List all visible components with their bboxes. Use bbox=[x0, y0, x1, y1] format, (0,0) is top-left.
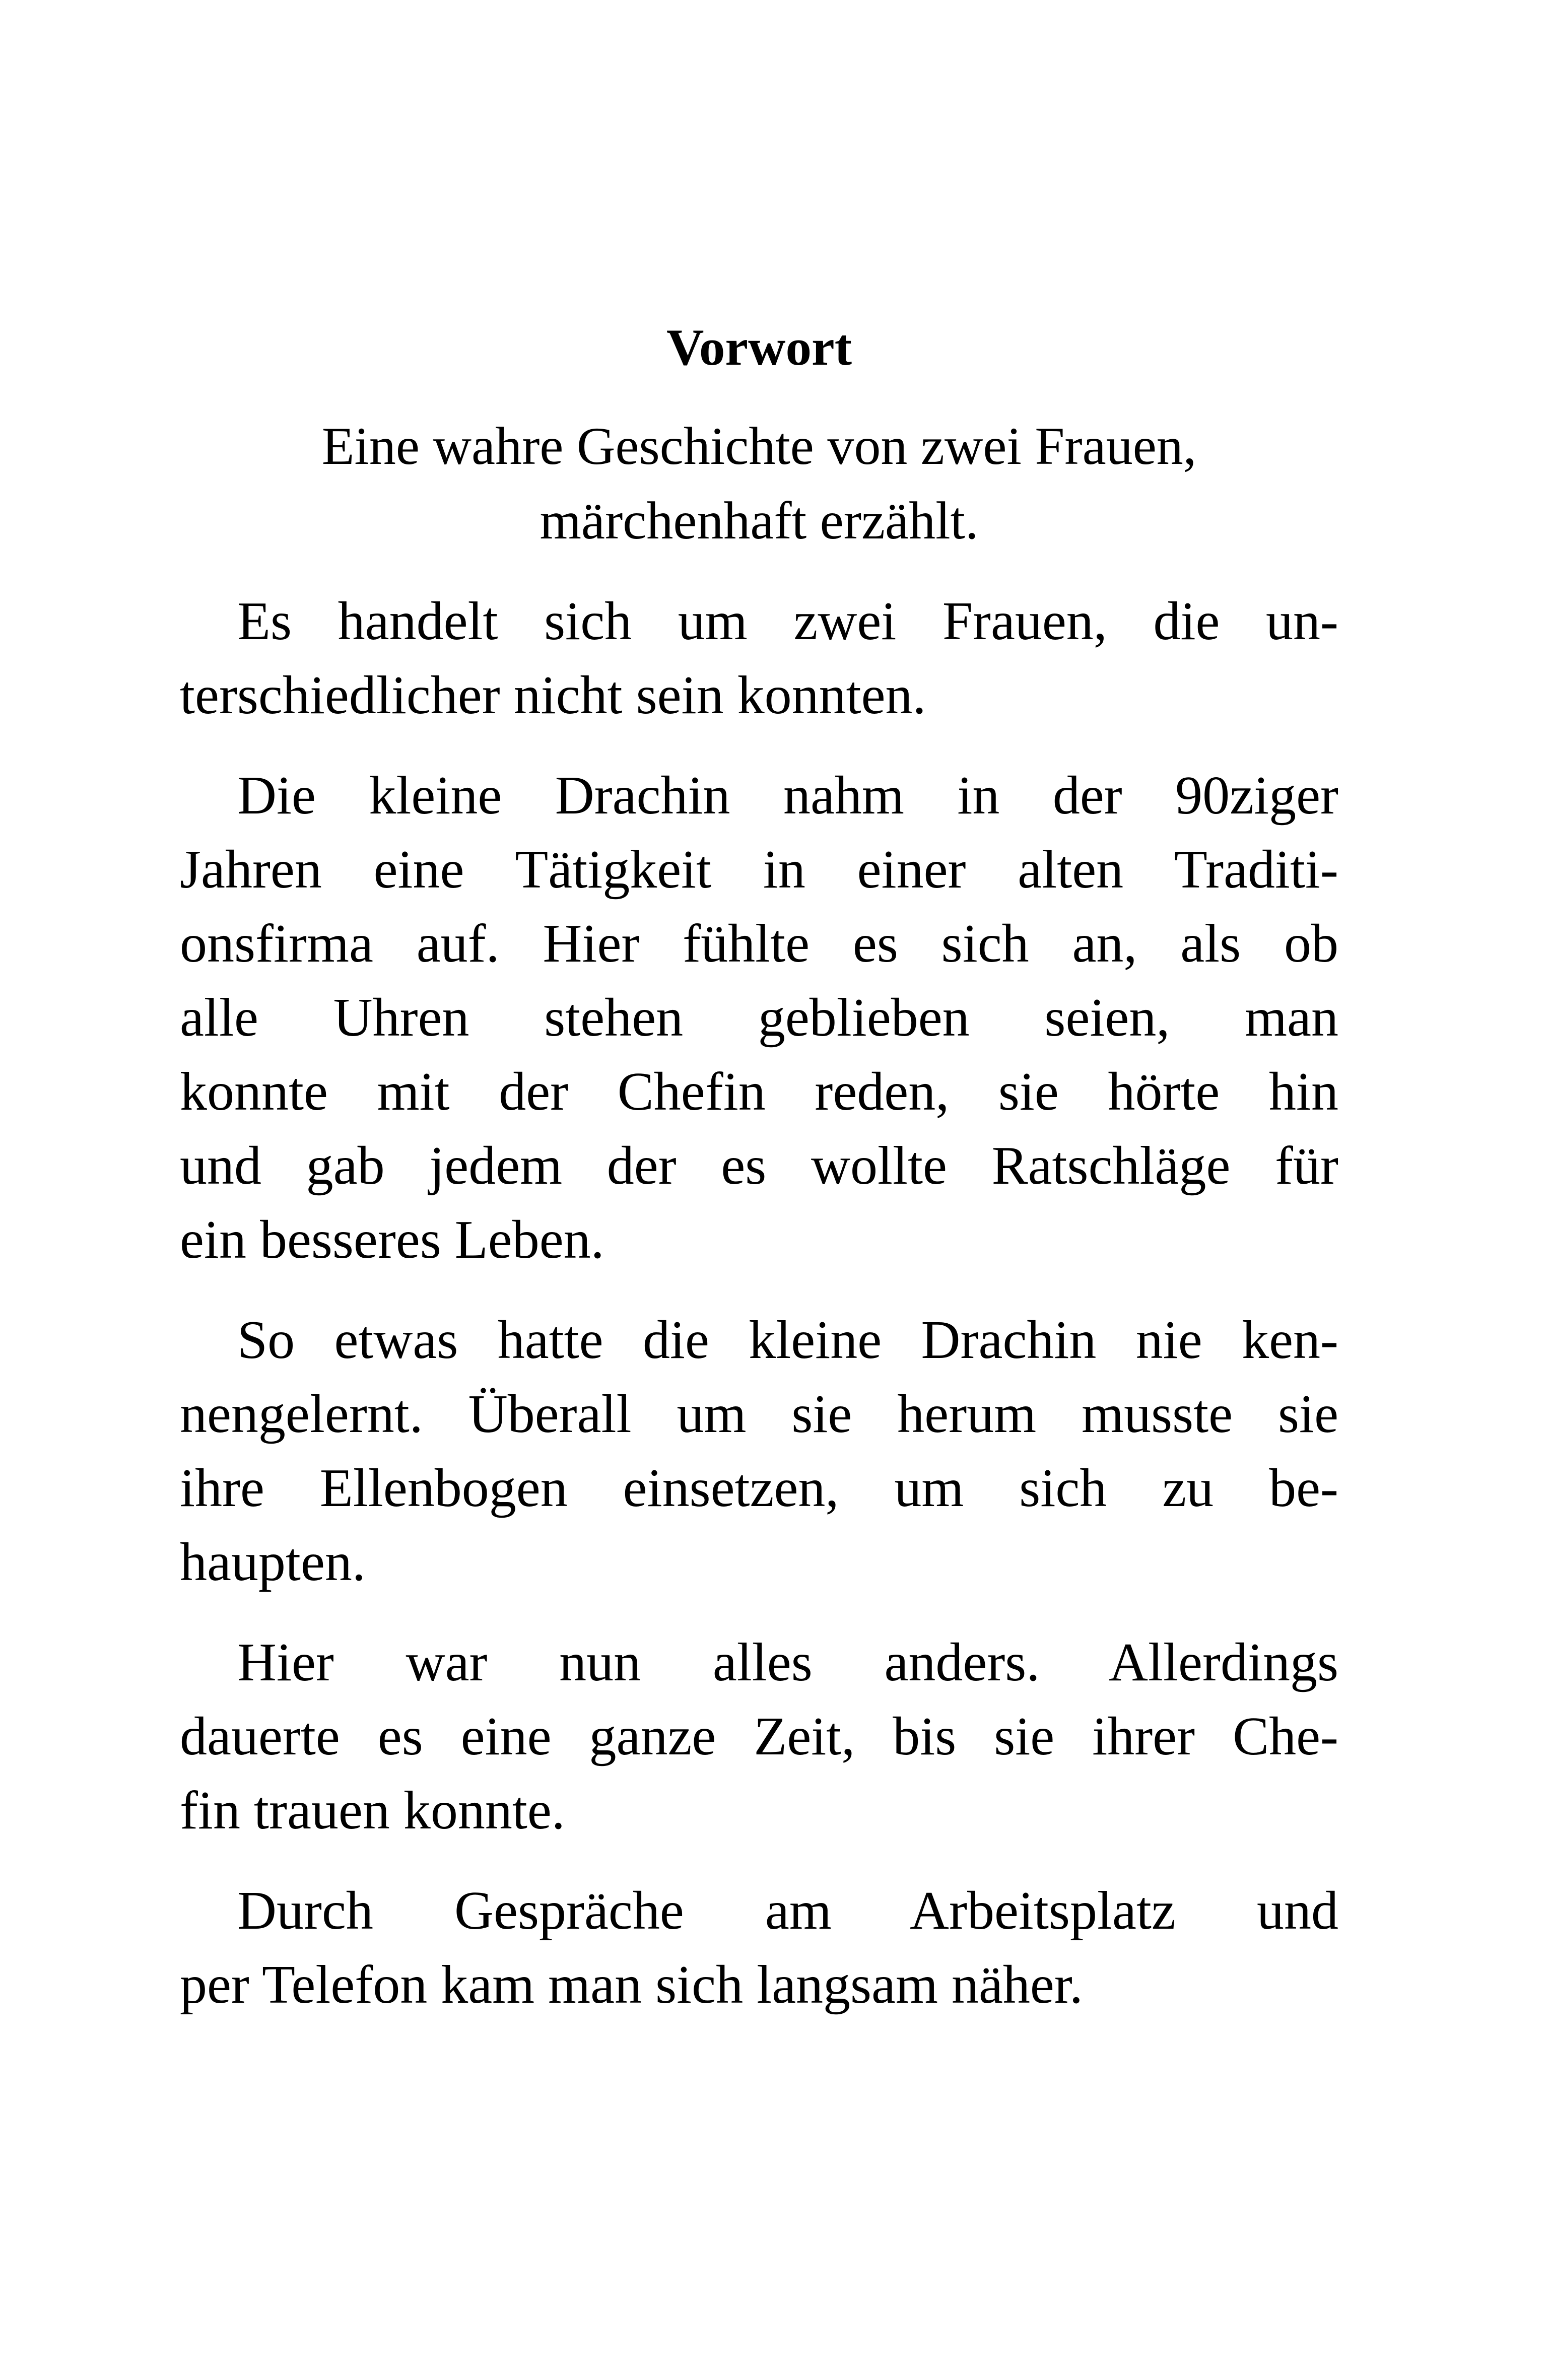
text-line: haupten. bbox=[180, 1532, 366, 1592]
text-line: und gab jedem der es wollte Ratschläge für bbox=[180, 1136, 1338, 1196]
text-line: terschiedlicher nicht sein konnten. bbox=[180, 665, 926, 725]
text-line: fin trauen konnte. bbox=[180, 1781, 565, 1841]
book-page bbox=[180, 312, 1338, 2022]
text-line: Hier war nun alles anders. Allerdings bbox=[237, 1633, 1338, 1692]
text-line: alle Uhren stehen geblieben seien, man bbox=[180, 988, 1338, 1048]
text-line: per Telefon kam man sich langsam näher. bbox=[180, 1955, 1083, 2015]
text-line: Die kleine Drachin nahm in der 90ziger bbox=[237, 766, 1338, 826]
text-line: onsfirma auf. Hier fühlte es sich an, als ob bbox=[180, 914, 1338, 974]
text-line: ein besseres Leben. bbox=[180, 1210, 604, 1270]
subtitle-line: Eine wahre Geschichte von zwei Frauen, bbox=[321, 417, 1197, 475]
text-line: konnte mit der Chefin reden, sie hörte hin bbox=[180, 1062, 1338, 1122]
text-line: Jahren eine Tätigkeit in einer alten Traditi- bbox=[180, 840, 1338, 900]
text-line: Durch Gespräche am Arbeitsplatz und bbox=[237, 1881, 1338, 1941]
text-line: ihre Ellenbogen einsetzen, um sich zu be- bbox=[180, 1458, 1338, 1518]
paragraph bbox=[180, 759, 1338, 1277]
text-line: nengelernt. Überall um sie herum musste sie bbox=[180, 1384, 1338, 1444]
chapter-subtitle bbox=[180, 409, 1338, 558]
text-line: So etwas hatte die kleine Drachin nie ken- bbox=[237, 1310, 1338, 1370]
paragraph bbox=[180, 1625, 1338, 1848]
paragraph bbox=[180, 1303, 1338, 1599]
text-line: Es handelt sich um zwei Frauen, die un- bbox=[237, 591, 1338, 651]
subtitle-line: märchenhaft erzählt. bbox=[540, 491, 979, 550]
text-line: dauerte es eine ganze Zeit, bis sie ihrer Che- bbox=[180, 1707, 1338, 1766]
paragraph bbox=[180, 584, 1338, 732]
chapter-heading: Vorwort bbox=[666, 319, 852, 376]
paragraph bbox=[180, 1874, 1338, 2022]
